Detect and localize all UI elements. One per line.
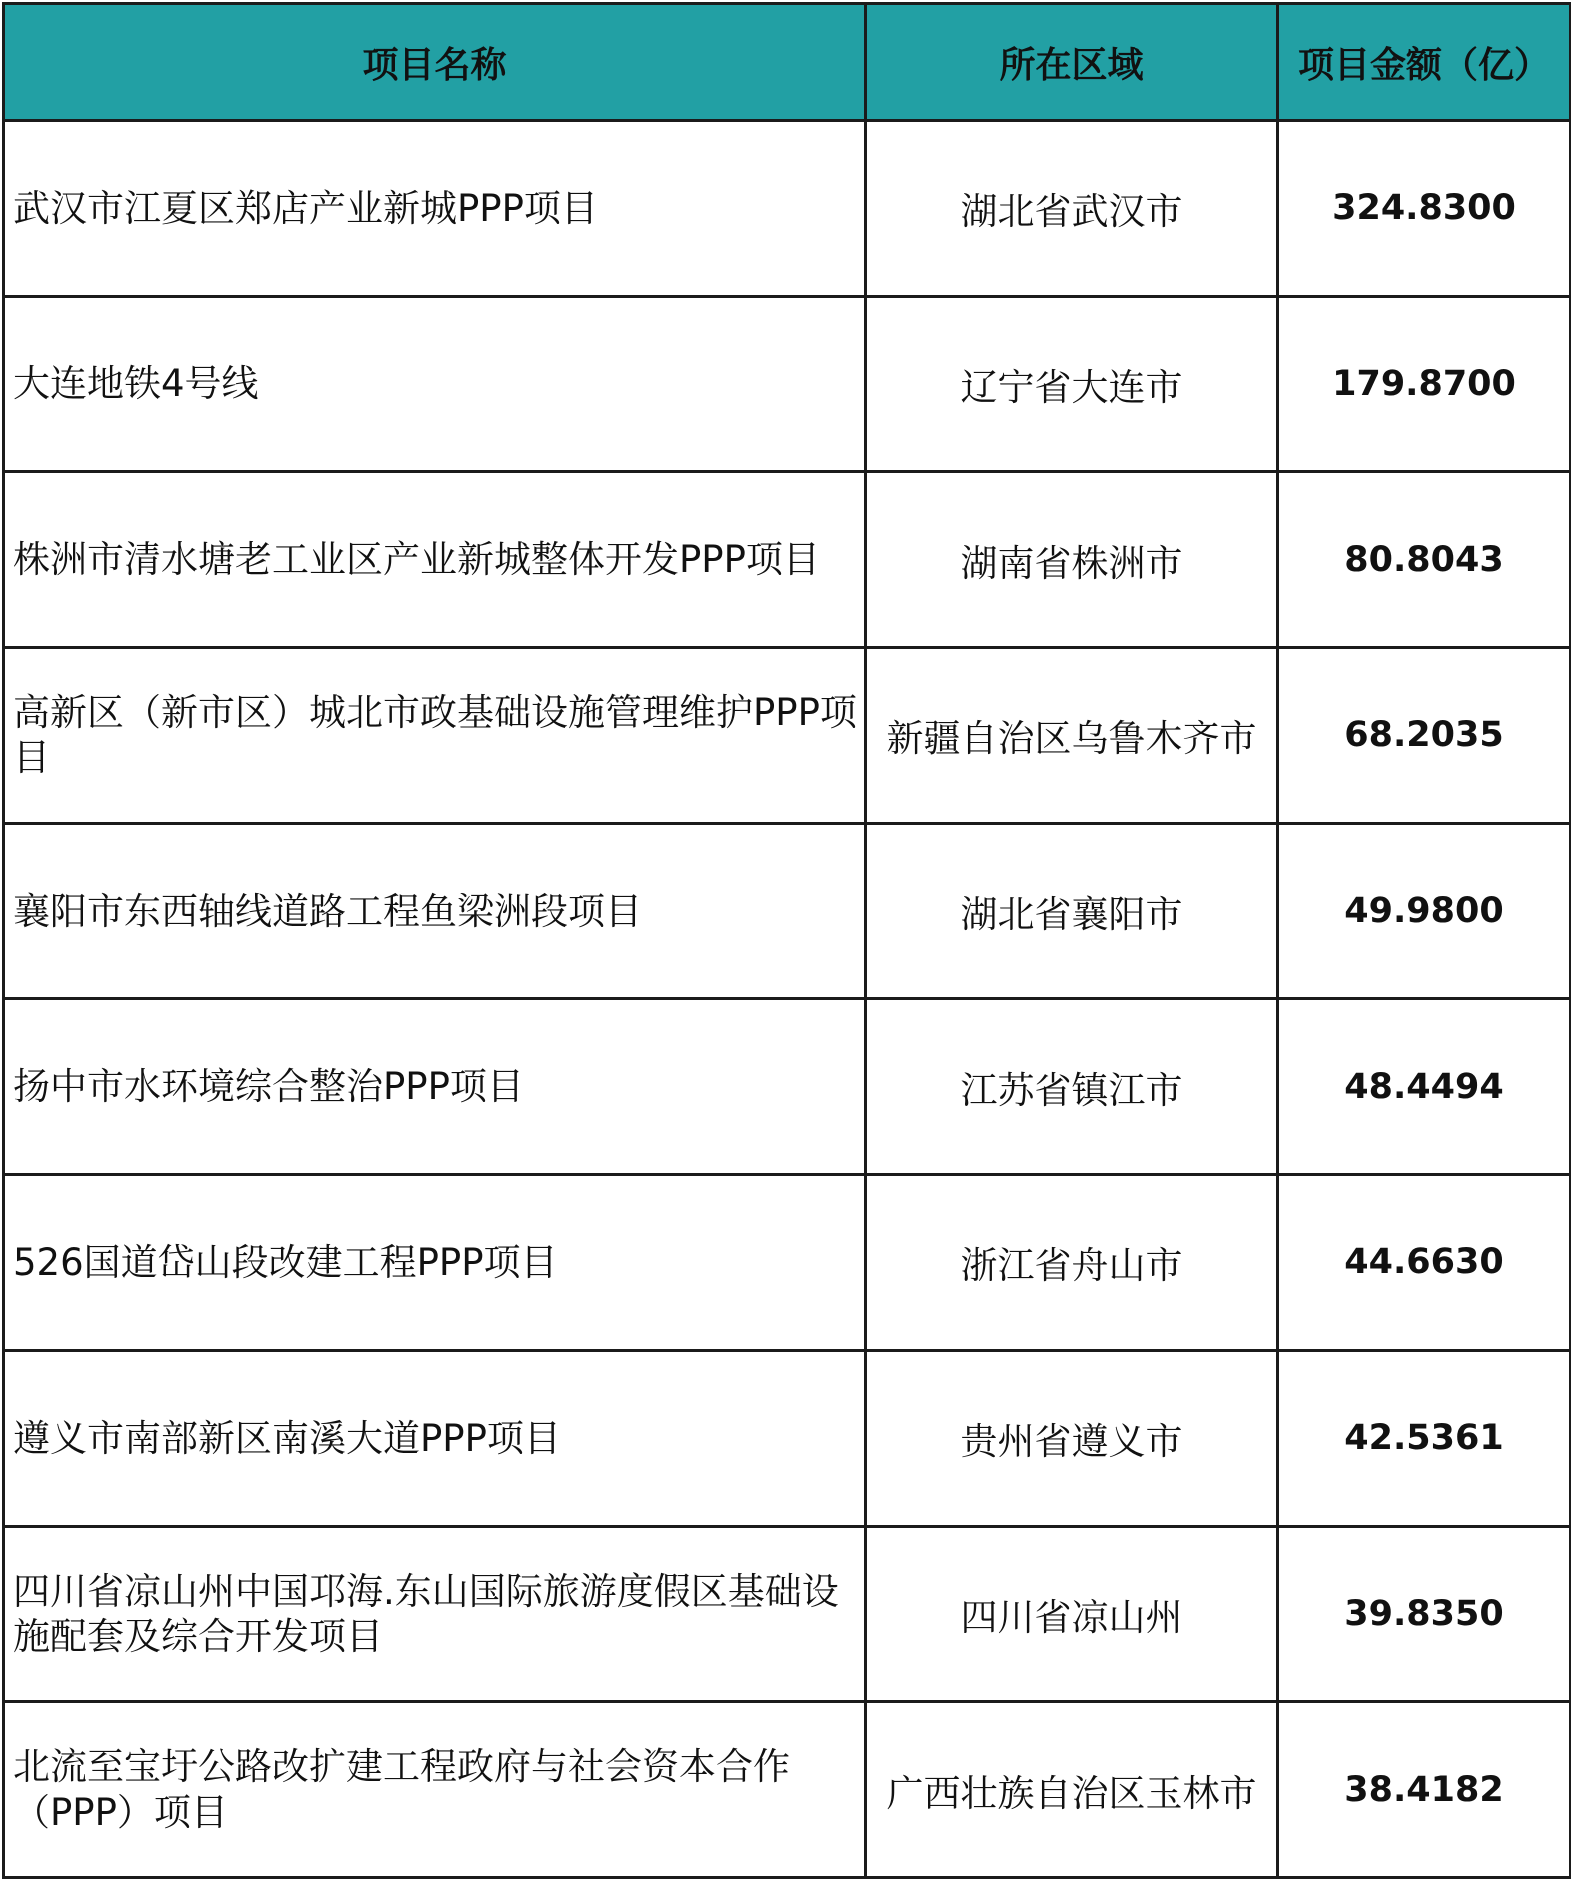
- project-name-cell: 四川省凉山州中国邛海.东山国际旅游度假区基础设施配套及综合开发项目: [4, 1526, 866, 1702]
- project-name-cell: 遵义市南部新区南溪大道PPP项目: [4, 1350, 866, 1526]
- table-row: [4, 648, 1571, 824]
- table-row: [4, 121, 1571, 297]
- region-cell: 湖北省武汉市: [866, 121, 1278, 297]
- project-name-cell: 大连地铁4号线: [4, 296, 866, 472]
- region-cell: 辽宁省大连市: [866, 296, 1278, 472]
- region-cell: 江苏省镇江市: [866, 999, 1278, 1175]
- table-header: [4, 4, 1571, 121]
- amount-cell: 80.8043: [1278, 472, 1571, 648]
- region-cell: 湖北省襄阳市: [866, 823, 1278, 999]
- amount-cell: 39.8350: [1278, 1526, 1571, 1702]
- column-header-region: 所在区域: [866, 4, 1278, 121]
- table-row: [4, 823, 1571, 999]
- region-cell: 广西壮族自治区玉林市: [866, 1702, 1278, 1878]
- project-name-cell: 扬中市水环境综合整治PPP项目: [4, 999, 866, 1175]
- ppp-project-table: [2, 2, 1571, 1879]
- region-cell: 贵州省遵义市: [866, 1350, 1278, 1526]
- column-header-amount: 项目金额（亿）: [1278, 4, 1571, 121]
- project-name-cell: 高新区（新市区）城北市政基础设施管理维护PPP项目: [4, 648, 866, 824]
- project-name-cell: 北流至宝圩公路改扩建工程政府与社会资本合作（PPP）项目: [4, 1702, 866, 1878]
- table-row: [4, 1175, 1571, 1351]
- amount-cell: 44.6630: [1278, 1175, 1571, 1351]
- region-cell: 四川省凉山州: [866, 1526, 1278, 1702]
- table-row: [4, 1702, 1571, 1878]
- amount-cell: 38.4182: [1278, 1702, 1571, 1878]
- table-body: [4, 121, 1571, 1878]
- amount-cell: 324.8300: [1278, 121, 1571, 297]
- column-header-project-name: 项目名称: [4, 4, 866, 121]
- table-row: [4, 999, 1571, 1175]
- table-row: [4, 472, 1571, 648]
- region-cell: 湖南省株洲市: [866, 472, 1278, 648]
- region-cell: 新疆自治区乌鲁木齐市: [866, 648, 1278, 824]
- region-cell: 浙江省舟山市: [866, 1175, 1278, 1351]
- project-name-cell: 襄阳市东西轴线道路工程鱼梁洲段项目: [4, 823, 866, 999]
- project-name-cell: 526国道岱山段改建工程PPP项目: [4, 1175, 866, 1351]
- table-row: [4, 296, 1571, 472]
- amount-cell: 68.2035: [1278, 648, 1571, 824]
- amount-cell: 48.4494: [1278, 999, 1571, 1175]
- header-row: [4, 4, 1571, 121]
- table-row: [4, 1526, 1571, 1702]
- amount-cell: 49.9800: [1278, 823, 1571, 999]
- table-row: [4, 1350, 1571, 1526]
- project-name-cell: 株洲市清水塘老工业区产业新城整体开发PPP项目: [4, 472, 866, 648]
- project-name-cell: 武汉市江夏区郑店产业新城PPP项目: [4, 121, 866, 297]
- amount-cell: 42.5361: [1278, 1350, 1571, 1526]
- amount-cell: 179.8700: [1278, 296, 1571, 472]
